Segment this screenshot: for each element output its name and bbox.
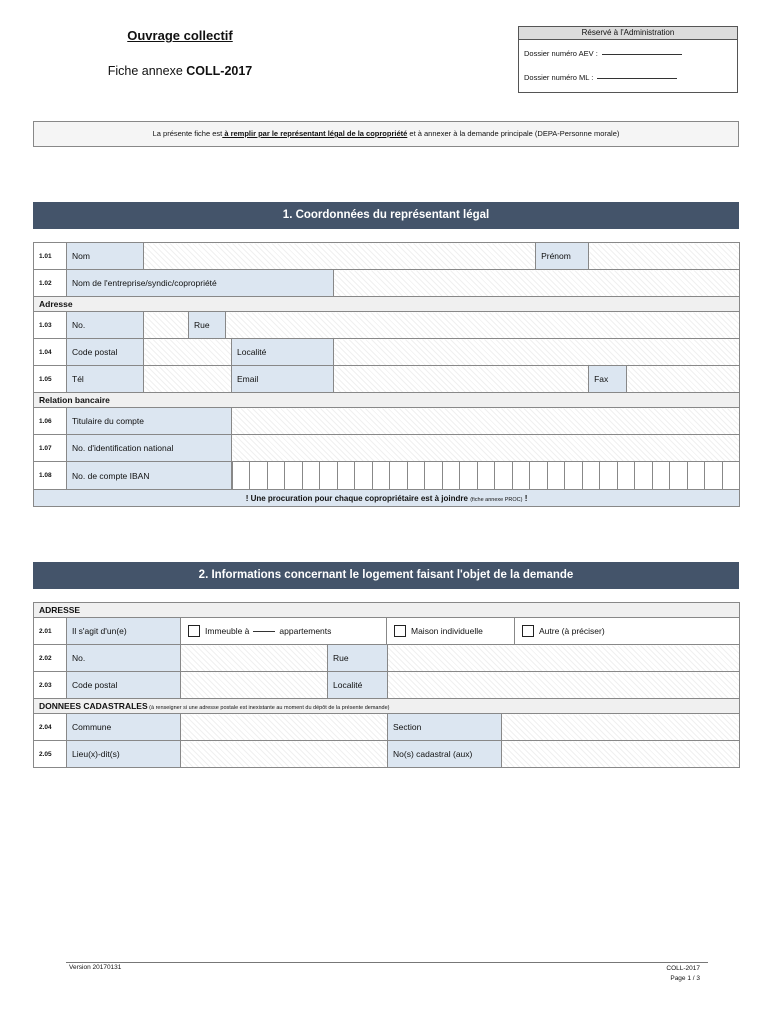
label-no-2: No.: [67, 645, 181, 672]
option-autre[interactable]: [515, 618, 739, 644]
input-titulaire[interactable]: [232, 408, 740, 435]
label-titulaire: Titulaire du compte: [67, 408, 232, 435]
subheader-adresse-2-label: ADRESSE: [34, 603, 740, 618]
procuration-note: [34, 490, 740, 507]
admin-box: [518, 26, 738, 93]
label-email: Email: [232, 366, 334, 393]
subtitle-prefix: Fiche annexe: [107, 64, 183, 78]
subheader-adresse-2: [34, 603, 740, 618]
procuration-note-cell: [34, 490, 740, 507]
row-number: 1.01: [34, 243, 67, 270]
input-code-postal[interactable]: [144, 339, 232, 366]
cadastre-label: DONNEES CADASTRALES: [39, 701, 148, 711]
label-section: Section: [388, 714, 502, 741]
row-1-05: [34, 366, 740, 393]
autre-label: Autre (à préciser): [539, 626, 605, 636]
maison-label: Maison individuelle: [411, 626, 483, 636]
maison-checkbox[interactable]: [394, 625, 406, 637]
row-number: 1.04: [34, 339, 67, 366]
immeuble-label-a: Immeuble à: [205, 626, 250, 636]
label-nom: Nom: [67, 243, 144, 270]
input-fax[interactable]: [627, 366, 740, 393]
label-no: No.: [67, 312, 144, 339]
row-number: 1.05: [34, 366, 67, 393]
row-2-03: [34, 672, 740, 699]
label-code-postal-2: Code postal: [67, 672, 181, 699]
procuration-end: !: [522, 493, 528, 503]
row-2-01: [34, 618, 740, 645]
row-number: 2.03: [34, 672, 67, 699]
instruction-notice: [33, 121, 739, 147]
input-prenom[interactable]: [589, 243, 740, 270]
footer-code: COLL-2017: [666, 965, 700, 972]
input-entreprise[interactable]: [334, 270, 740, 297]
footer-divider: [66, 962, 708, 963]
label-rue: Rue: [189, 312, 226, 339]
procuration-small: (fiche annexe PROC): [470, 496, 523, 503]
row-1-01: [34, 243, 740, 270]
input-no[interactable]: [144, 312, 189, 339]
notice-prefix: La présente fiche est: [152, 129, 223, 138]
input-nom[interactable]: [144, 243, 536, 270]
ml-row: [519, 67, 737, 93]
footer-page: Page 1 / 3: [670, 975, 700, 982]
form-title: Ouvrage collectif: [127, 28, 233, 43]
notice-emphasis: à remplir par le représentant légal de la copropriété: [222, 129, 408, 138]
input-rue-2[interactable]: [388, 645, 740, 672]
input-identification[interactable]: [232, 435, 740, 462]
row-1-03: [34, 312, 740, 339]
input-rue[interactable]: [226, 312, 740, 339]
autre-checkbox[interactable]: [522, 625, 534, 637]
nombre-appartements-field[interactable]: [253, 631, 275, 632]
input-localite-2[interactable]: [388, 672, 740, 699]
admin-box-title: Réservé à l'Administration: [519, 27, 737, 40]
type-logement-options: [181, 618, 740, 645]
input-commune[interactable]: [181, 714, 388, 741]
input-iban[interactable]: [232, 462, 740, 490]
row-2-02: [34, 645, 740, 672]
section2-table: [33, 602, 740, 768]
label-rue-2: Rue: [328, 645, 388, 672]
form-subtitle: [60, 64, 300, 78]
input-localite[interactable]: [334, 339, 740, 366]
footer-version: Version 20170131: [69, 964, 122, 971]
input-no-2[interactable]: [181, 645, 328, 672]
ml-label: Dossier numéro ML :: [524, 73, 594, 82]
section1-table: [33, 242, 740, 507]
subheader-relation-label: Relation bancaire: [34, 393, 740, 408]
input-email[interactable]: [334, 366, 589, 393]
row-number: 1.07: [34, 435, 67, 462]
ml-field[interactable]: [597, 78, 677, 79]
label-prenom: Prénom: [536, 243, 589, 270]
label-lieux-dits: Lieu(x)-dit(s): [67, 741, 181, 768]
iban-boxes: [232, 462, 739, 489]
aev-field[interactable]: [602, 54, 682, 55]
input-lieux-dits[interactable]: [181, 741, 388, 768]
subheader-adresse: [34, 297, 740, 312]
immeuble-label-b: appartements: [279, 626, 332, 636]
label-tel: Tél: [67, 366, 144, 393]
aev-row: [519, 40, 737, 67]
subheader-cadastre: [34, 699, 740, 714]
section1-header: 1. Coordonnées du représentant légal: [33, 202, 739, 229]
input-code-postal-2[interactable]: [181, 672, 328, 699]
label-no-cadastral: No(s) cadastral (aux): [388, 741, 502, 768]
row-1-06: [34, 408, 740, 435]
row-number: 2.02: [34, 645, 67, 672]
label-entreprise: Nom de l'entreprise/syndic/copropriété: [67, 270, 334, 297]
aev-label: Dossier numéro AEV :: [524, 49, 598, 58]
row-number: 1.02: [34, 270, 67, 297]
row-number: 1.06: [34, 408, 67, 435]
label-identification: No. d'identification national: [67, 435, 232, 462]
input-no-cadastral[interactable]: [502, 741, 740, 768]
input-tel[interactable]: [144, 366, 232, 393]
row-1-02: [34, 270, 740, 297]
section2-header: 2. Informations concernant le logement faisant l'objet de la demande: [33, 562, 739, 589]
option-immeuble[interactable]: [181, 618, 387, 644]
subheader-relation-bancaire: [34, 393, 740, 408]
immeuble-checkbox[interactable]: [188, 625, 200, 637]
row-number: 2.05: [34, 741, 67, 768]
row-2-04: [34, 714, 740, 741]
label-type-logement: Il s'agit d'un(e): [67, 618, 181, 645]
procuration-text: ! Une procuration pour chaque copropriétaire est à joindre: [245, 493, 468, 503]
option-maison[interactable]: [387, 618, 515, 644]
input-section[interactable]: [502, 714, 740, 741]
row-number: 2.04: [34, 714, 67, 741]
subheader-cadastre-cell: [34, 699, 740, 714]
label-commune: Commune: [67, 714, 181, 741]
row-1-08: [34, 462, 740, 490]
row-2-05: [34, 741, 740, 768]
row-number: 1.08: [34, 462, 67, 490]
label-fax: Fax: [589, 366, 627, 393]
subtitle-code: COLL-2017: [186, 64, 253, 78]
cadastre-note: (à renseigner si une adresse postale est inexistante au moment du dépôt de la présente demande): [147, 705, 390, 711]
label-localite: Localité: [232, 339, 334, 366]
row-number: 2.01: [34, 618, 67, 645]
row-number: 1.03: [34, 312, 67, 339]
footer-page-info: [600, 964, 700, 984]
label-iban: No. de compte IBAN: [67, 462, 232, 490]
label-localite-2: Localité: [328, 672, 388, 699]
subheader-adresse-label: Adresse: [34, 297, 740, 312]
notice-suffix: et à annexer à la demande principale (DEPA-Personne morale): [407, 129, 620, 138]
row-1-04: [34, 339, 740, 366]
label-code-postal: Code postal: [67, 339, 144, 366]
row-1-07: [34, 435, 740, 462]
